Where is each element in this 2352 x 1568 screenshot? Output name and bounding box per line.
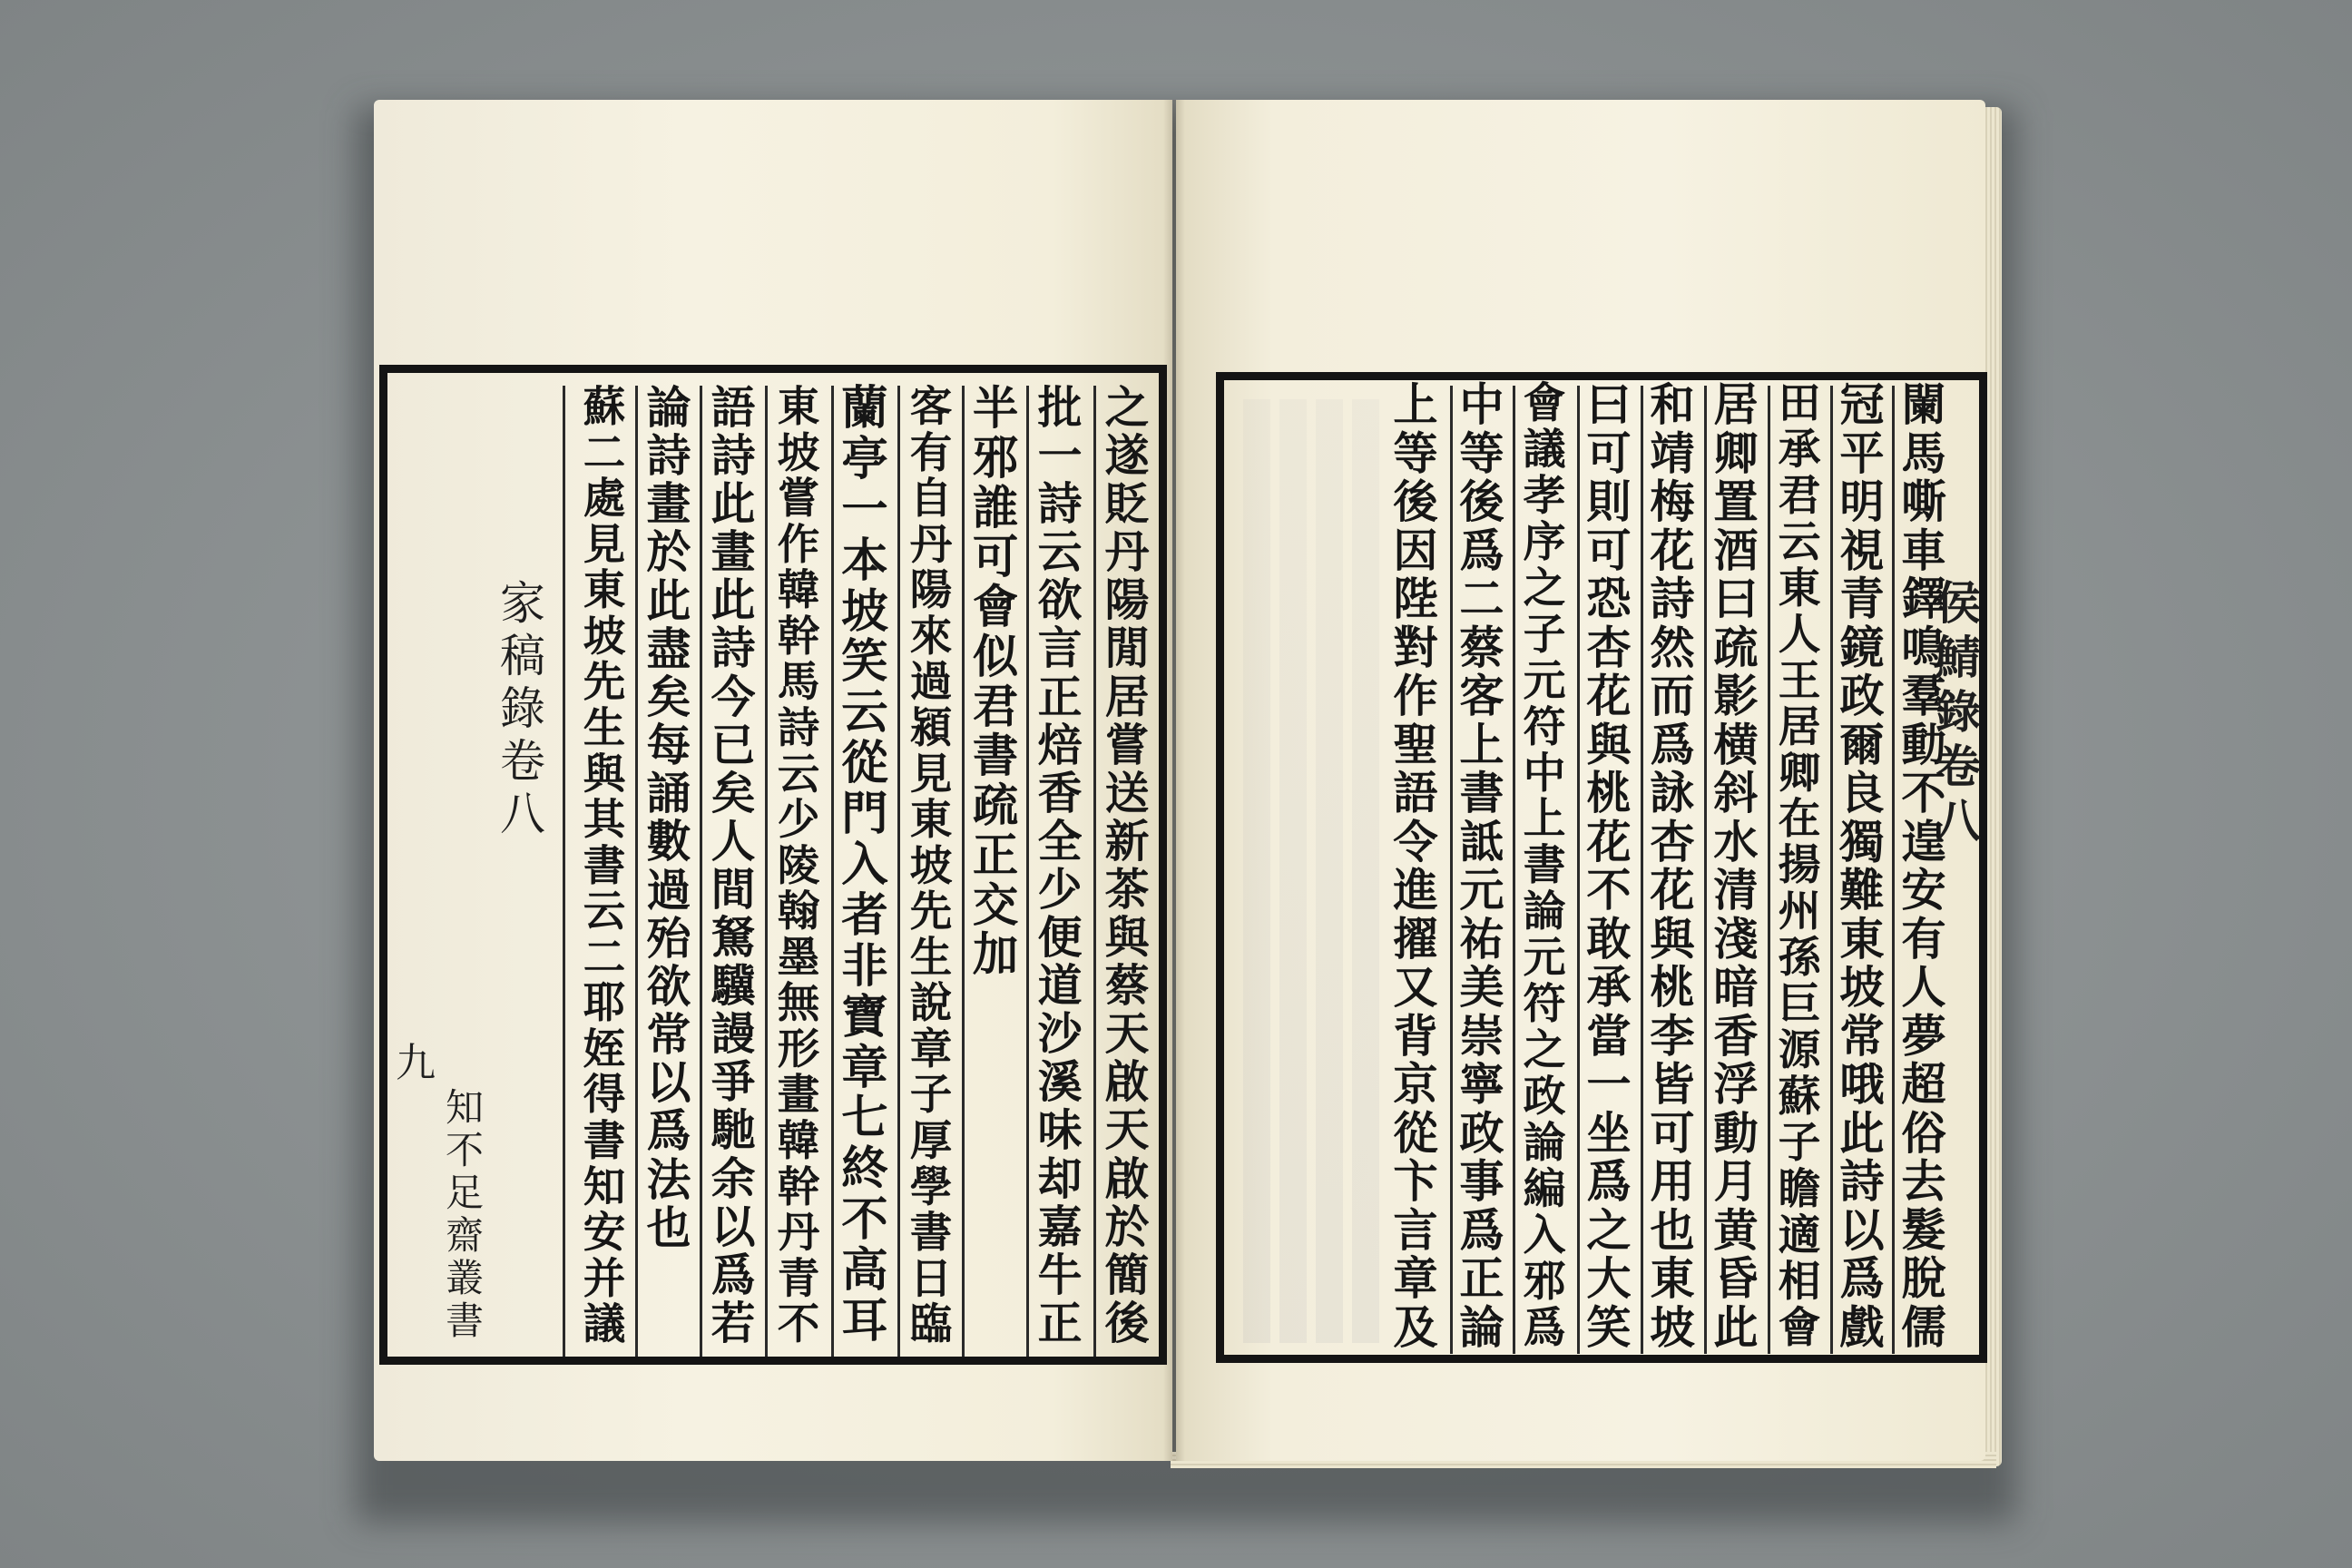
right-column-8: 中 等 後 爲 二 蔡 客 上 書 詆 元 祐 美 崇 寧 政 事 爲 正 論	[1459, 378, 1504, 1354]
right-column-9: 上 等 後 因 陛 對 作 聖 語 令 進 擢 又 背 京 從 卞 言 章 及	[1393, 378, 1438, 1354]
left-column-3: 半 邪 誰 可 會 似 君 書 疏 正 交 加	[972, 381, 1019, 982]
left-column-6: 東 坡 嘗 作 韓 幹 馬 詩 云 少 陵 翰 墨 無 形 畫 韓 幹 丹 青 不	[777, 381, 820, 1349]
left-column-rule	[962, 386, 965, 1357]
right-column-7: 會 議 孝 序 之 子 元 符 中 上 書 論 元 符 之 政 論 編 入 邪 爲	[1523, 378, 1566, 1353]
right-column-3: 田 承 君 云 東 人 王 居 卿 在 揚 州 孫 巨 源 蘇 子 瞻 適 相 會	[1778, 378, 1821, 1353]
left-column-5: 蘭 亭 一 本 坡 笑 云 從 門 入 者 非 寶 章 七 終 不 高 耳	[841, 381, 888, 1349]
show-through-ghost	[1279, 399, 1307, 1343]
left-column-2: 批 一 詩 云 欲 言 正 焙 香 全 少 便 道 沙 溪 味 却 嘉 牛 正	[1037, 381, 1083, 1349]
right-column-rule	[1450, 386, 1453, 1354]
right-column-5: 和 靖 梅 花 詩 然 而 爲 詠 杏 花 與 桃 李 皆 可 用 也 東 坡	[1650, 378, 1695, 1354]
left-column-8: 論 詩 畫 於 此 盡 矣 每 誦 數 過 殆 欲 常 以 爲 法 也	[646, 381, 691, 1254]
right-column-rule	[1513, 386, 1515, 1354]
left-column-4: 客 有 自 丹 陽 來 過 潁 見 東 坡 先 生 說 章 子 厚 學 書 日 臨	[909, 381, 953, 1349]
right-column-2: 冠 平 明 視 青 鏡 政 爾 良 獨 難 東 坡 常 哦 此 詩 以 爲 戲	[1839, 378, 1885, 1354]
right-column-6: 曰 可 則 可 恐 杏 花 與 桃 花 不 敢 承 當 一 坐 爲 之 大 笑	[1586, 378, 1632, 1354]
left-column-rule	[635, 386, 638, 1357]
show-through-ghost	[1352, 399, 1379, 1343]
right-column-rule	[1768, 386, 1770, 1354]
show-through-ghost	[1243, 399, 1270, 1343]
left-banxin-title: 家 稿 錄 卷 八	[500, 577, 545, 840]
right-column-rule	[1577, 386, 1580, 1354]
left-column-rule	[1026, 386, 1029, 1357]
left-column-7: 語 詩 此 畫 此 詩 今 已 矣 人 間 駑 驥 謾 爭 馳 余 以 爲 若	[710, 381, 756, 1349]
right-column-rule	[1704, 386, 1707, 1354]
left-banxin-rule	[563, 386, 565, 1357]
right-page-header: 侯 鯖 錄 卷 八	[1936, 576, 1981, 848]
left-banxin-page-number: 九	[396, 1040, 436, 1086]
left-banxin-publisher: 知 不 足 齋 叢 書	[445, 1085, 484, 1343]
left-column-rule	[897, 386, 900, 1357]
left-column-1: 之 遂 貶 丹 陽 閒 居 嘗 送 新 茶 與 蔡 天 啟 天 啟 於 簡 後	[1104, 381, 1150, 1349]
right-column-1: 闌 馬 嘶 車 鐸 鳴 羣 動 不 遑 安 有 人 夢 超 俗 去 髮 脫 儒	[1901, 378, 1946, 1354]
right-column-rule	[1830, 386, 1833, 1354]
left-column-9: 蘇 二 處 見 東 坡 先 生 與 其 書 云 二 耶 姪 得 書 知 安 并 議	[583, 381, 626, 1349]
right-column-rule	[1641, 386, 1643, 1354]
right-column-4: 居 卿 置 酒 曰 疏 影 横 斜 水 清 淺 暗 香 浮 動 月 黄 昏 此	[1713, 378, 1759, 1354]
left-column-rule	[700, 386, 702, 1357]
left-column-rule	[831, 386, 834, 1357]
right-column-rule	[1892, 386, 1895, 1354]
show-through-ghost	[1316, 399, 1343, 1343]
left-column-rule	[1093, 386, 1096, 1357]
left-column-rule	[765, 386, 768, 1357]
